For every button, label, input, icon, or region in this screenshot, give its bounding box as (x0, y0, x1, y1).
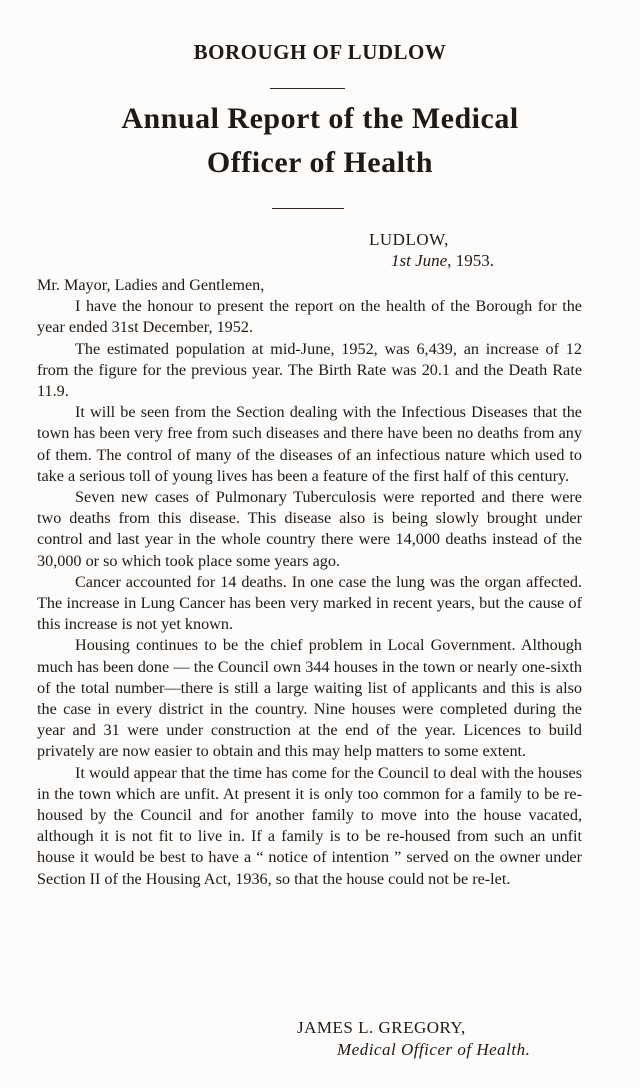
report-title-line2: Officer of Health (206, 146, 434, 179)
salutation: Mr. Mayor, Ladies and Gentlemen, (37, 276, 265, 294)
paragraph-housing: Housing continues to be the chief problem in Local Government. Although much has been done — the Council own 344 houses in the town or nearly one-sixth of the total number—there is still a large waiting list of applicants and this is also the case in every district in the country. Nine houses were completed during the year and 31 were under construction at the end of the year. Licences to build privately are now easier to obtain and this may help matters to some extent. (37, 636, 582, 761)
paragraph-tuberculosis: Seven new cases of Pulmonary Tuberculosis were reported and there were two deaths from this disease. This disease also is being slowly brought under control and last year in the whole country there were 14,000 deaths instead of the 30,000 or so which took place some years ago. (37, 488, 582, 570)
paragraph-cancer: Cancer accounted for 14 deaths. In one case the lung was the organ affected. The increase in Lung Cancer has been very marked in recent years, but the cause of this increase is not yet known. (37, 572, 582, 634)
letter-body (37, 275, 582, 890)
paragraph-unfit-houses: It would appear that the time has come for the Council to deal with the houses in the town which are unfit. At present it is only too common for a family to be re-housed by the Council and for another family to move into the house vacated, although it is not fit to live in. If a family is to be re-housed from such an unfit house it would be best to have a “ notice of intention ” served on the owner under Section II of the Housing Act, 1936, so that the house could not be re-let. (37, 763, 582, 888)
divider-top (270, 88, 345, 89)
dateline-place: LUDLOW, (369, 230, 449, 249)
dateline-month: June, (415, 251, 452, 270)
paragraph-infectious-diseases: It will be seen from the Section dealing with the Infectious Diseases that the town has been very free from such diseases and there have been no deaths from any of them. The control of many of the diseases of an infectious nature which used to take a serious toll of young lives has been a feature of the first half of this century. (37, 403, 582, 485)
paragraph-population: The estimated population at mid-June, 1952, was 6,439, an increase of 12 from the figure for the previous year. The Birth Rate was 20.1 and the Death Rate 11.9. (37, 339, 582, 401)
signature-name: JAMES L. GREGORY, (297, 1018, 466, 1037)
report-title-line1: Annual Report of the Medical (121, 102, 519, 135)
dateline-date (391, 251, 494, 271)
paragraph-introduction: I have the honour to present the report on the health of the Borough for the year ended 31st December, 1952. (37, 297, 582, 337)
signature-position: Medical Officer of Health. (337, 1040, 531, 1059)
borough-heading: BOROUGH OF LUDLOW (193, 40, 447, 64)
dateline-day: 1st (391, 251, 411, 270)
dateline-year: 1953. (455, 251, 494, 270)
divider-bottom (272, 208, 344, 209)
